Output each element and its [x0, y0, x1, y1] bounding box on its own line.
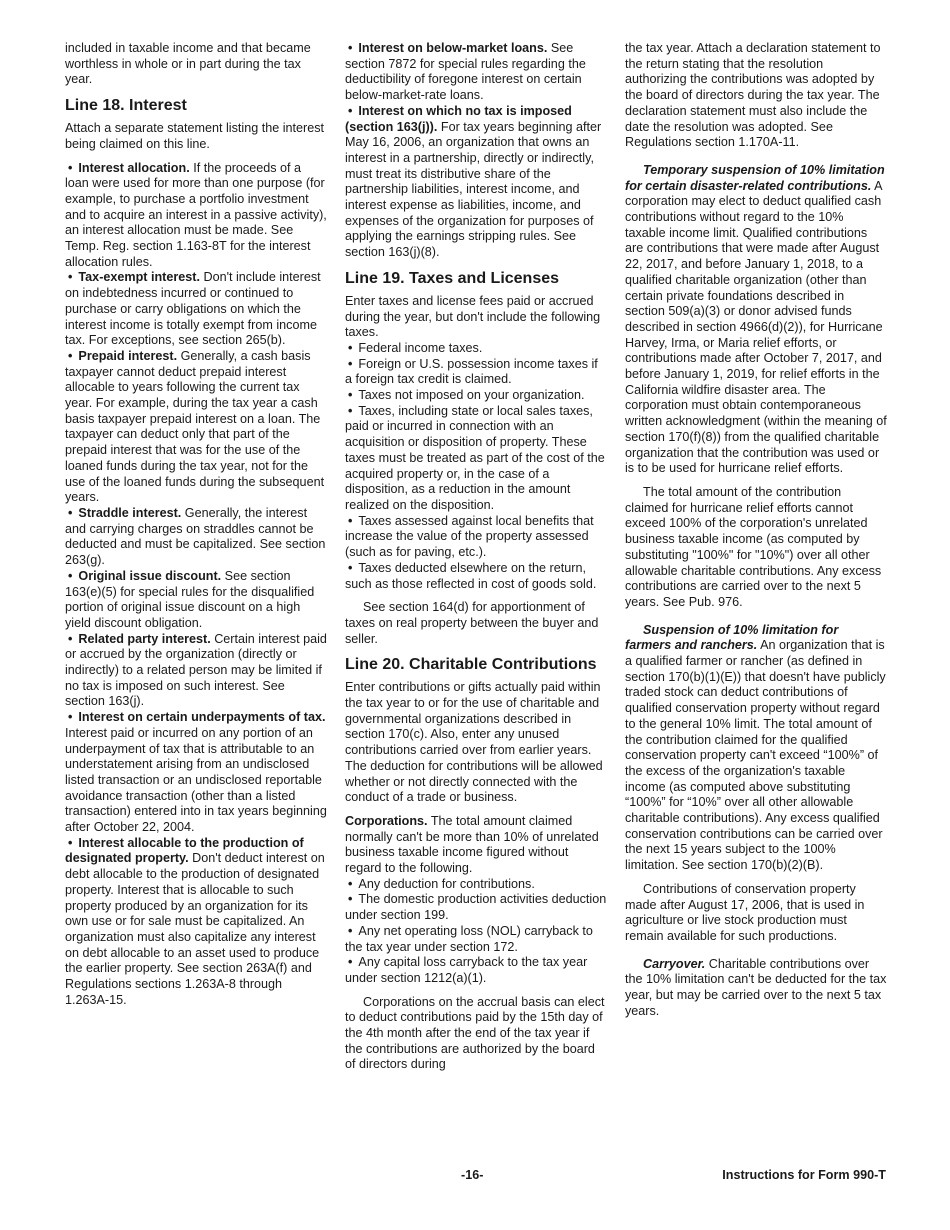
line18-paragraph: Attach a separate statement listing the interest being claimed on this line. — [65, 121, 325, 151]
line20-paragraph: Enter contributions or gifts actually paid within the tax year to or for the use of charitable and governmental organizations described in section 170(c). Also, enter any unused contributions carried over from earlier years. The deduction for contributions will be allowed whether or not directly connected with the conduct of a trade or business. — [345, 680, 603, 805]
page-number: -16- — [461, 1168, 484, 1182]
column-1 — [65, 41, 327, 1008]
corporations-paragraph: Corporations. The total amount claimed normally can't be more than 10% of unrelated business taxable income figured without regard to the following. — [345, 813, 599, 876]
line19-see-note: See section 164(d) for apportionment of taxes on real property between the buyer and seller. — [345, 600, 599, 646]
line19-heading: Line 19. Taxes and Licenses — [345, 269, 560, 287]
line20-heading: Line 20. Charitable Contributions — [345, 656, 597, 674]
list-item: • Any deduction for contributions. — [345, 877, 607, 893]
list-item: • Straddle interest. Generally, the interest and carrying charges on straddles cannot be deducted and must be capitalized. See section 263(g). — [65, 506, 327, 569]
document-title: Instructions for Form 990-T — [722, 1168, 886, 1182]
list-item: • Tax-exempt interest. Don't include interest on indebtedness incurred or continued to purchase or carry obligations on which the interest income is totally exempt from income tax. For exceptions, see section 265(b). — [65, 270, 327, 349]
list-item: • Related party interest. Certain interest paid or accrued by the organization (directly or indirectly) to a related person may be limited if no tax is imposed on such interest. See section 163(j). — [65, 632, 327, 711]
column-3 — [625, 41, 887, 1019]
list-item: • Any net operating loss (NOL) carryback to the tax year under section 172. — [345, 924, 607, 955]
column-2 — [345, 41, 607, 1073]
temporary-suspension-paragraph: Temporary suspension of 10% limitation for certain disaster-related contributions. A corporation may elect to deduct qualified cash contributions without regard to the 10% taxable income limit. Qualified contributions are contributions that were made after August 22, 2017, and before January 1, 2018, to a qualified charitable organization (other than certain private foundations described in section 509(a)(3) or donor advised funds described in section 4966(d)(2)), for Hurricane Harvey, Irma, or Maria relief efforts, or contributions made after October 7, 2017, and before January 1, 2019, for relief efforts in the California wildfire disaster area. The corporation must obtain contemporaneous written acknowledgment (within the meaning of section 170(f)(8)) from the qualified charitable organization that the contribution was used or is to be used for hurricane relief efforts. — [625, 162, 887, 476]
list-item: • Federal income taxes. — [345, 341, 607, 357]
list-item: • Prepaid interest. Generally, a cash basis taxpayer cannot deduct prepaid interest allocable to years following the current tax year. For example, during the tax year a cash basis taxpayer prepaid interest on a loan. The taxpayer can deduct only that part of the prepaid interest that was for the use of the loaned funds during the tax year, not for the use of the loaned funds during the subsequent years. — [65, 349, 327, 506]
carryover-paragraph: Carryover. Charitable contributions over the 10% limitation can't be deducted for the tax year, but may be carried over to the next 5 tax years. — [625, 956, 887, 1018]
list-item: • Taxes assessed against local benefits that increase the value of the property assessed (such as for paving, etc.). — [345, 514, 607, 561]
list-item: • Any capital loss carryback to the tax year under section 1212(a)(1). — [345, 955, 607, 986]
line18-heading: Line 18. Interest — [65, 97, 187, 115]
list-item: • Taxes, including state or local sales taxes, paid or incurred in connection with an acquisition or disposition of property. These taxes must be treated as part of the cost of the acquired property or, in the case of a disposition, as a reduction in the amount realized on the disposition. — [345, 404, 607, 514]
list-item: • Original issue discount. See section 163(e)(5) for special rules for the disqualified portion of original issue discount on a high yield discount obligation. — [65, 569, 327, 632]
list-item: • Interest allocable to the production of designated property. Don't deduct interest on debt allocable to the production of designated property. Interest that is allocable to such property produced by an organization for its own use or for sale must be capitalized. An organization must also capitalize any interest on debt allocable to an asset used to produce the earlier property. See section 263A(f) and Regulations sections 1.263A-8 through 1.263A-15. — [65, 836, 327, 1009]
list-item: • Interest allocation. If the proceeds of a loan were used for more than one purpose (for example, to purchase a portfolio investment and to acquire an interest in a passive activity), an interest allocation must be made. See Temp. Reg. section 1.163-8T for the interest allocation rules. — [65, 161, 327, 271]
list-item: • Taxes not imposed on your organization. — [345, 388, 607, 404]
total-amount-paragraph: The total amount of the contribution claimed for hurricane relief efforts cannot exceed 100% of the corporation's unrelated business taxable income (as computed by substituting "100%" for "10%") over all other allowable charitable contributions. Any excess contributions are carried over to the next 5 years. See Pub. 976. — [625, 484, 882, 609]
conservation-property-paragraph: Contributions of conservation property made after August 17, 2006, that is used in agriculture or live stock production must remain available for such productions. — [625, 881, 865, 943]
farmers-ranchers-paragraph: Suspension of 10% limitation for farmers and ranchers. An organization that is a qualified farmer or rancher (as defined in section 170(b)(1)(E)) that doesn't have publicly traded stock can deduct contributions of qualified conservation property without regard to the general 10% limit. The total amount of the contribution claimed for the qualified conservation property can't exceed “100%” of the excess of the organization's taxable income (as computed above substituting “100%” for “10%” over all other allowable charitable contributions). Any excess qualified conservation contributions can be carried over the next 15 years subject to the 100% limitation. See section 170(b)(2)(B). — [625, 622, 886, 873]
list-item: • Interest on certain underpayments of tax. Interest paid or incurred on any portion of an underpayment of tax that is attributable to an understatement arising from an undisclosed listed transaction or an undisclosed reportable avoidance transaction (other than a listed transaction) entered into in tax years beginning after October 22, 2004. — [65, 710, 327, 836]
list-item: • The domestic production activities deduction under section 199. — [345, 892, 607, 923]
accrual-paragraph: Corporations on the accrual basis can elect to deduct contributions paid by the 15th day of the 4th month after the end of the tax year if the contributions are authorized by the board of directors during — [345, 994, 605, 1072]
list-item: • Interest on which no tax is imposed (section 163(j)). For tax years beginning after May 16, 2006, an organization that owns an interest in a partnership, directly or indirectly, must treat its distributive share of the partnership liabilities, interest income, and interest expense as liabilities, income, and expenses of the organization for purposes of applying the earnings stripping rules. See section 163(j)(8). — [345, 104, 607, 261]
list-item: • Foreign or U.S. possession income taxes if a foreign tax credit is claimed. — [345, 357, 607, 388]
line19-paragraph: Enter taxes and license fees paid or accrued during the year, but don't include the following taxes. — [345, 293, 601, 340]
list-item: • Interest on below-market loans. See section 7872 for special rules regarding the deductibility of foregone interest on certain below-market-rate loans. — [345, 41, 607, 104]
col3-continuation: the tax year. Attach a declaration statement to the return stating that the resolution authorizing the contributions was adopted by the board of directors during the tax year. The declaration statement must also include the date the resolution was adopted. See Regulations section 1.170A-11. — [625, 41, 881, 150]
col1-intro: included in taxable income and that became worthless in whole or in part during the tax year. — [65, 41, 311, 87]
list-item: • Taxes deducted elsewhere on the return, such as those reflected in cost of goods sold. — [345, 561, 607, 592]
